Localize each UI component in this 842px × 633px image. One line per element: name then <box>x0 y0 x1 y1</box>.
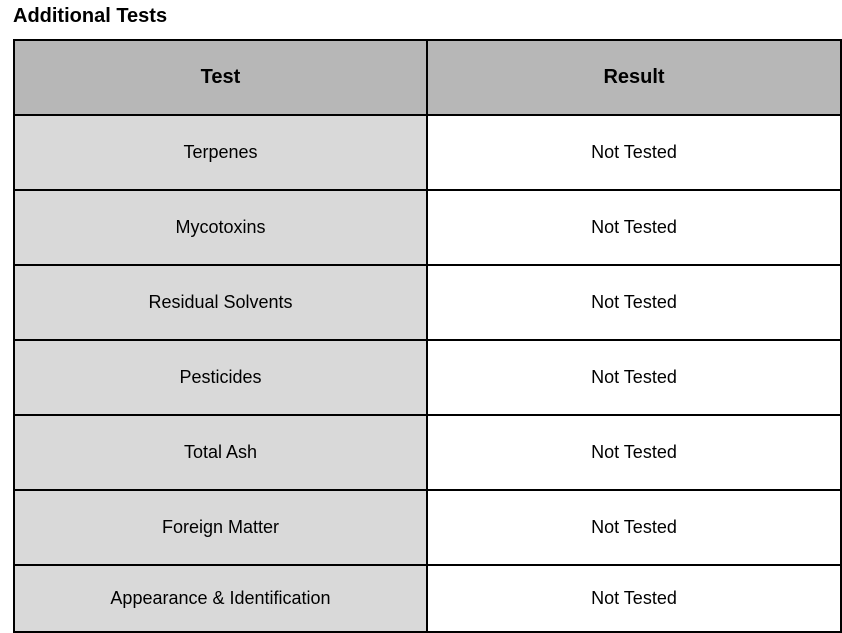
table-row <box>14 265 841 340</box>
additional-tests-table <box>13 39 842 633</box>
result-cell: Not Tested <box>427 190 841 265</box>
table-header-row <box>14 40 841 115</box>
table-row <box>14 340 841 415</box>
table-row <box>14 190 841 265</box>
result-cell: Not Tested <box>427 415 841 490</box>
result-cell: Not Tested <box>427 490 841 565</box>
result-cell: Not Tested <box>427 115 841 190</box>
result-cell: Not Tested <box>427 340 841 415</box>
test-name-cell: Residual Solvents <box>14 265 427 340</box>
test-name-cell: Total Ash <box>14 415 427 490</box>
section-title: Additional Tests <box>13 5 168 27</box>
table-row <box>14 415 841 490</box>
test-name-cell: Terpenes <box>14 115 427 190</box>
column-header-result: Result <box>427 40 841 115</box>
table-row <box>14 565 841 632</box>
test-name-cell: Appearance & Identification <box>14 565 427 632</box>
result-cell: Not Tested <box>427 265 841 340</box>
test-name-cell: Pesticides <box>14 340 427 415</box>
table-row <box>14 115 841 190</box>
test-name-cell: Foreign Matter <box>14 490 427 565</box>
test-name-cell: Mycotoxins <box>14 190 427 265</box>
column-header-test: Test <box>14 40 427 115</box>
result-cell: Not Tested <box>427 565 841 632</box>
table-row <box>14 490 841 565</box>
